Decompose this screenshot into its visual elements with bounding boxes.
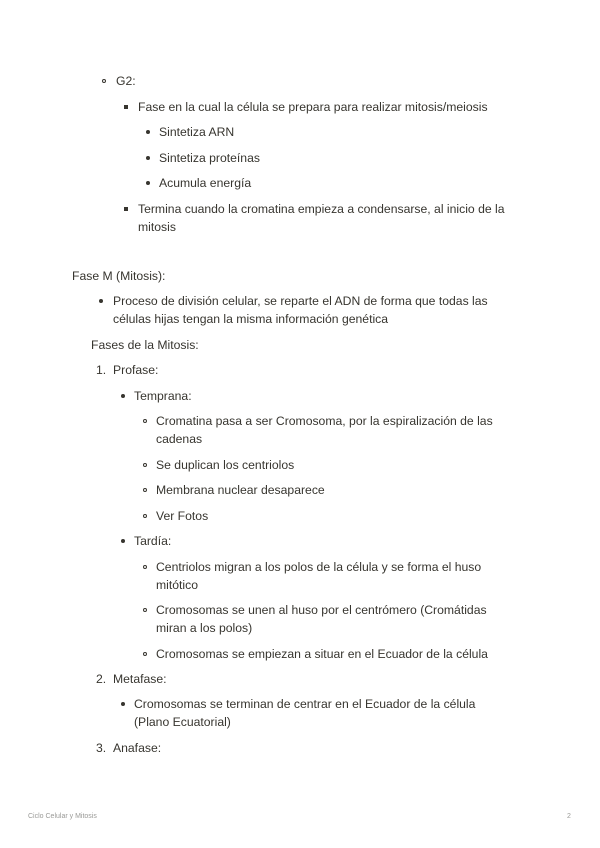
g2-point-2-line-1: Termina cuando la cromatina empieza a condensarse, al inicio de la bbox=[138, 202, 505, 216]
list-bullet-disc bbox=[146, 181, 150, 185]
temprana-item-3: Membrana nuclear desaparece bbox=[156, 483, 325, 497]
list-bullet-circle bbox=[143, 488, 147, 492]
fases-heading: Fases de la Mitosis: bbox=[91, 338, 199, 352]
footer-title: Ciclo Celular y Mitosis bbox=[28, 813, 97, 820]
list-number-3: 3. bbox=[96, 741, 107, 755]
tardia-item-1-line-1: Centriolos migran a los polos de la célula y se forma el huso bbox=[156, 560, 482, 574]
g2-point-2-line-2: mitosis bbox=[138, 220, 176, 234]
metafase-item-1-line-2: (Plano Ecuatorial) bbox=[134, 715, 231, 729]
metafase-item-1-line-1: Cromosomas se terminan de centrar en el Ecuador de la célula bbox=[134, 697, 476, 711]
temprana-item-1-line-2: cadenas bbox=[156, 432, 203, 446]
footer-page-number: 2 bbox=[567, 813, 571, 820]
list-bullet-square bbox=[124, 207, 128, 211]
g2-sub-3: Acumula energía bbox=[159, 176, 252, 190]
g2-sub-2: Sintetiza proteínas bbox=[159, 151, 260, 165]
tardia-heading: Tardía: bbox=[134, 534, 172, 548]
tardia-item-1-line-2: mitótico bbox=[156, 578, 198, 592]
tardia-item-2-line-2: miran a los polos) bbox=[156, 621, 253, 635]
list-bullet-disc bbox=[146, 156, 150, 160]
list-bullet-disc bbox=[121, 702, 125, 706]
fase-m-point-line-1: Proceso de división celular, se reparte el ADN de forma que todas las bbox=[113, 294, 488, 308]
list-bullet-disc bbox=[121, 539, 125, 543]
list-bullet-circle bbox=[143, 608, 147, 612]
list-bullet-circle bbox=[143, 419, 147, 423]
profase-heading: Profase: bbox=[113, 363, 159, 377]
list-bullet-circle bbox=[143, 565, 147, 569]
list-bullet-circle bbox=[102, 79, 106, 83]
g2-heading: G2: bbox=[116, 74, 136, 88]
anafase-heading: Anafase: bbox=[113, 741, 162, 755]
temprana-item-4: Ver Fotos bbox=[156, 509, 209, 523]
metafase-heading: Metafase: bbox=[113, 672, 167, 686]
list-bullet-circle bbox=[143, 652, 147, 656]
list-bullet-disc bbox=[146, 130, 150, 134]
temprana-item-1-line-1: Cromatina pasa a ser Cromosoma, por la espiralización de las bbox=[156, 414, 493, 428]
list-bullet-disc bbox=[99, 299, 103, 303]
list-number-1: 1. bbox=[96, 363, 107, 377]
temprana-heading: Temprana: bbox=[134, 389, 192, 403]
fase-m-heading: Fase M (Mitosis): bbox=[72, 269, 166, 283]
tardia-item-3: Cromosomas se empiezan a situar en el Ecuador de la célula bbox=[156, 647, 488, 661]
list-bullet-circle bbox=[143, 514, 147, 518]
g2-sub-1: Sintetiza ARN bbox=[159, 125, 235, 139]
fase-m-point-line-2: células hijas tengan la misma información genética bbox=[113, 312, 389, 326]
list-bullet-square bbox=[124, 105, 128, 109]
g2-point-1: Fase en la cual la célula se prepara para realizar mitosis/meiosis bbox=[138, 100, 488, 114]
list-bullet-disc bbox=[121, 394, 125, 398]
list-number-2: 2. bbox=[96, 672, 107, 686]
tardia-item-2-line-1: Cromosomas se unen al huso por el centrómero (Cromátidas bbox=[156, 603, 487, 617]
list-bullet-circle bbox=[143, 463, 147, 467]
temprana-item-2: Se duplican los centriolos bbox=[156, 458, 295, 472]
